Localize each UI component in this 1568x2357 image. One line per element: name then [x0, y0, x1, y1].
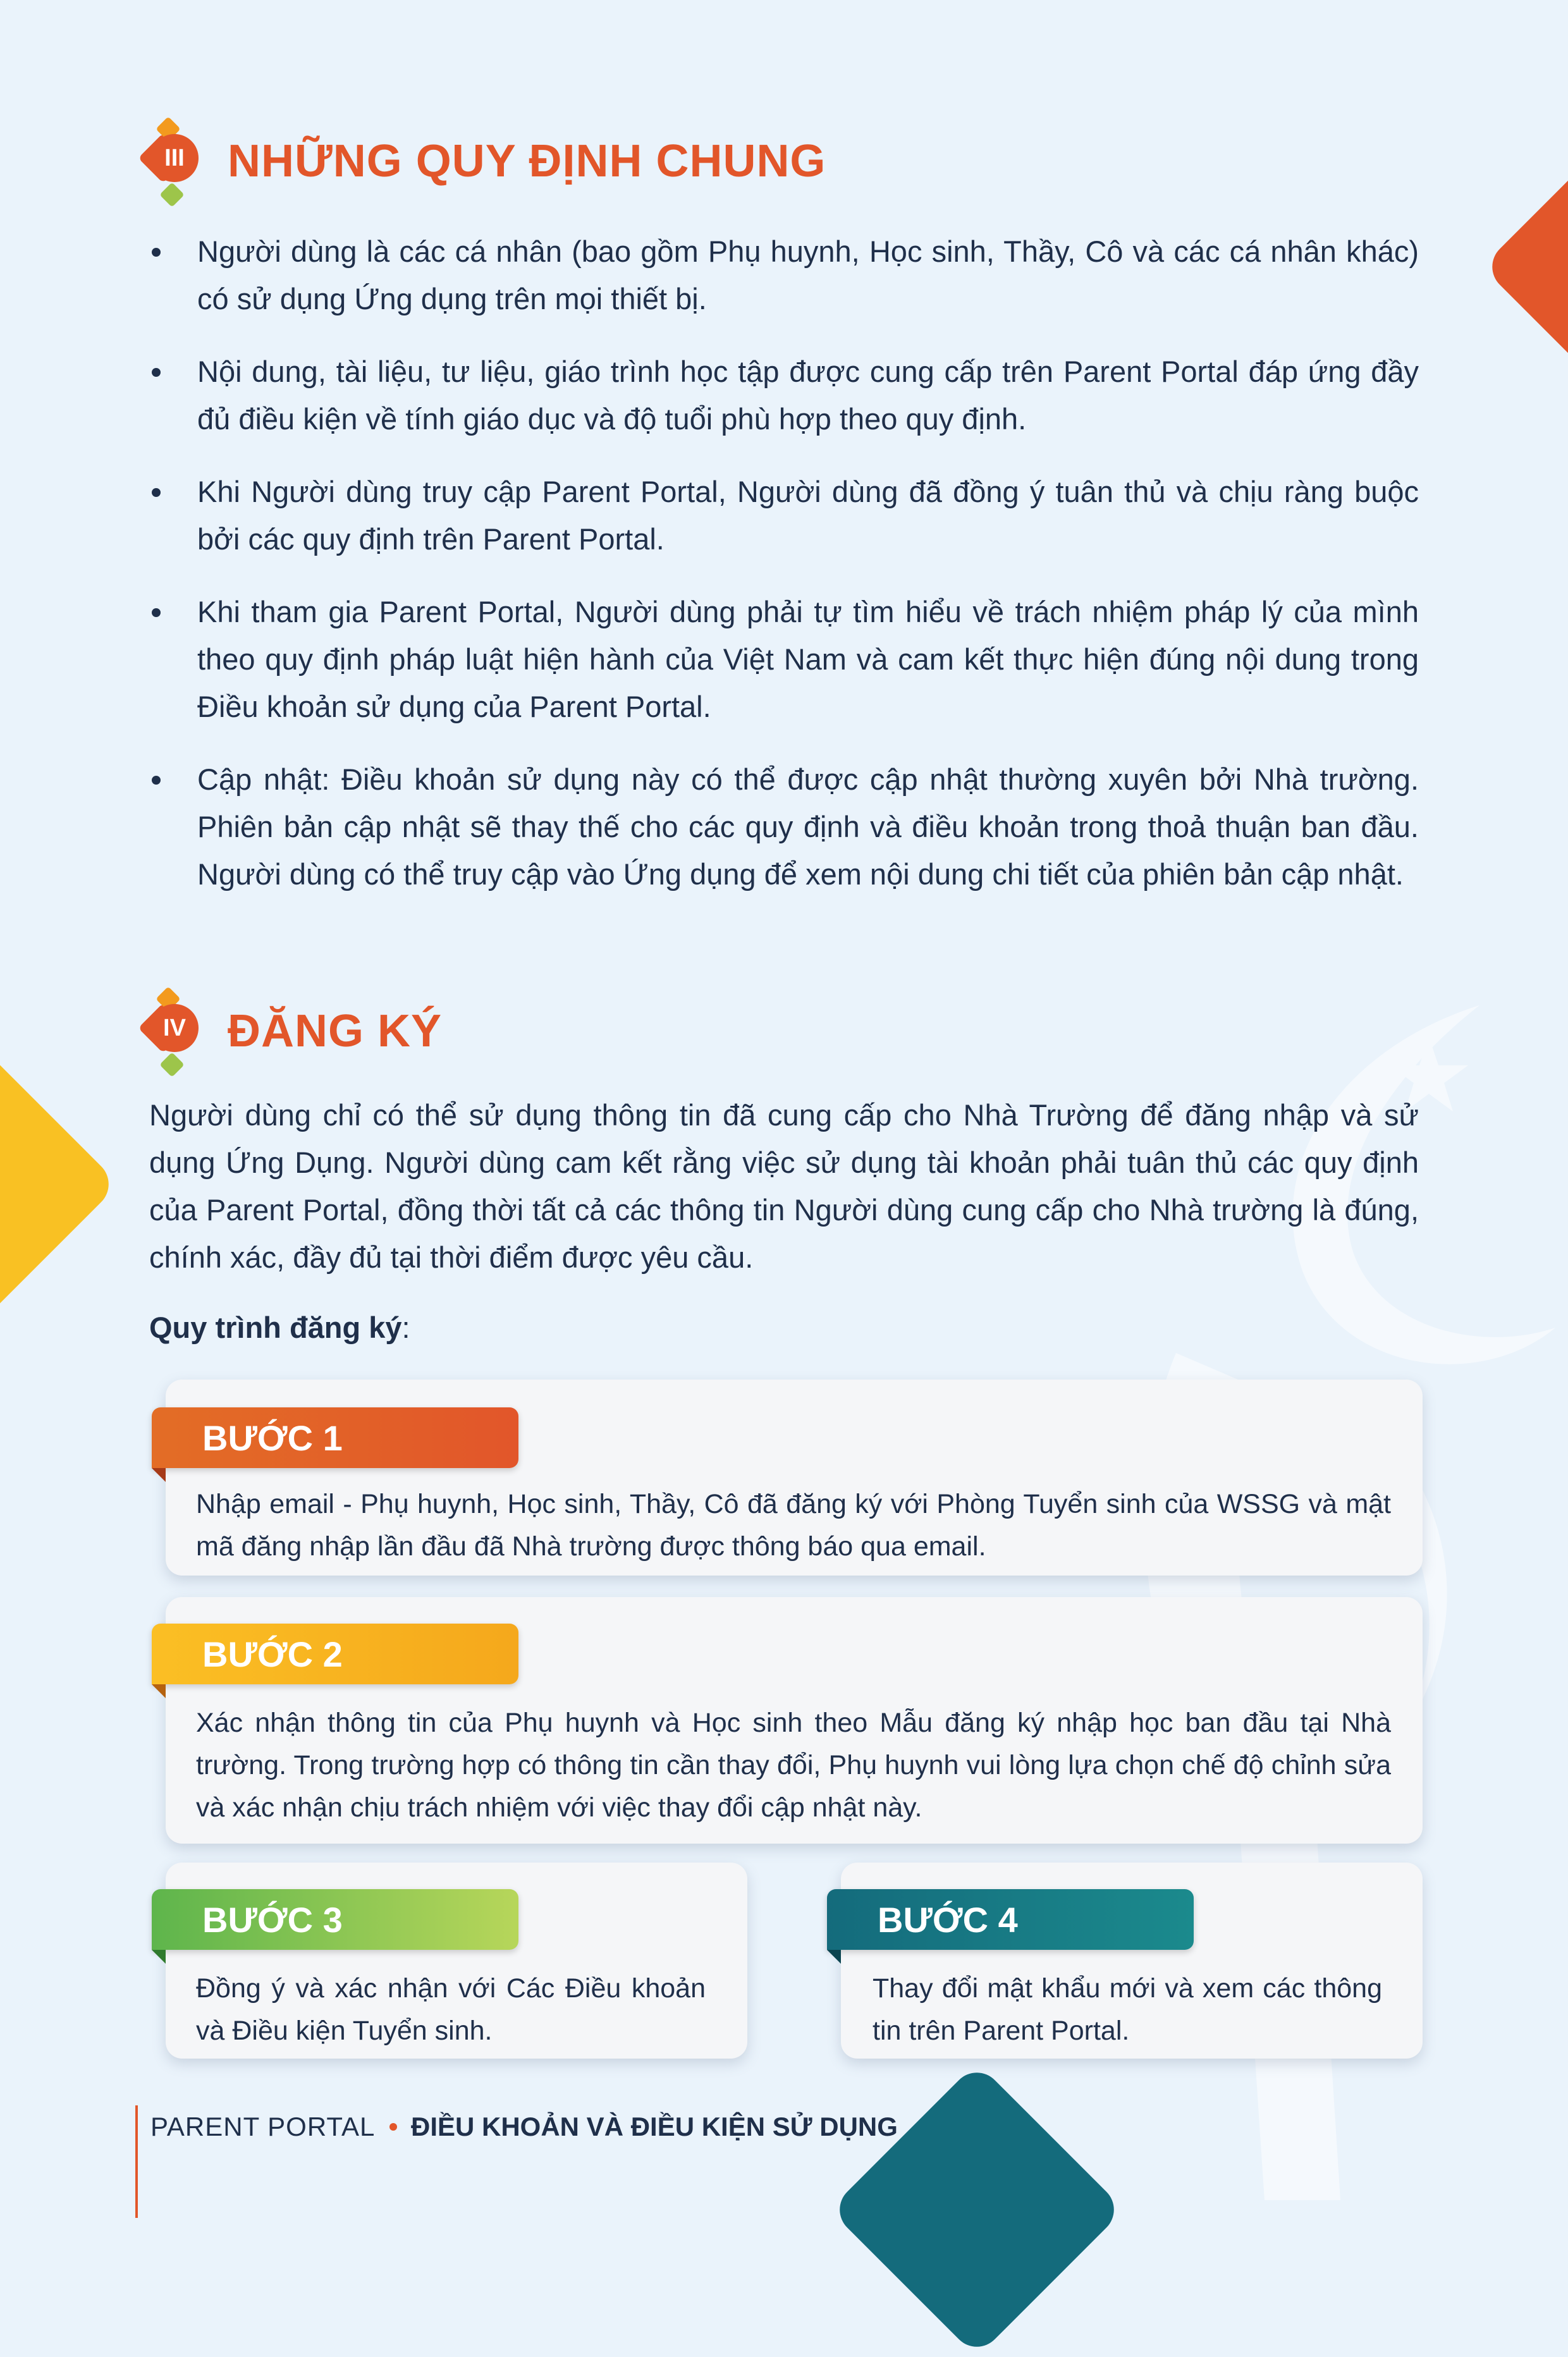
process-label [149, 1310, 410, 1345]
step-label-4: BƯỚC 4 [827, 1889, 1194, 1950]
general-rules-list [152, 228, 1419, 923]
footer-accent-bar [135, 2105, 138, 2218]
section-title: NHỮNG QUY ĐỊNH CHUNG [228, 136, 826, 187]
step-text-1: Nhập email - Phụ huynh, Học sinh, Thầy, Cô đã đăng ký với Phòng Tuyển sinh của WSSG và mật mã đăng nhập lần đầu đã Nhà trường được thông báo qua email. [196, 1489, 1391, 1562]
section-badge-icon [145, 120, 209, 202]
section-title: ĐĂNG KÝ [228, 1006, 443, 1056]
registration-intro: Người dùng chỉ có thể sử dụng thông tin đã cung cấp cho Nhà Trường để đăng nhập và sử dụng Ứng Dụng. Người dùng cam kết rằng việc sử dụng tài khoản phải tuân thủ các quy định của Parent Portal, đồng thời tất cả các thông tin Người dùng cung cấp cho Nhà trường là đúng, chính xác, đầy đủ tại thời điểm được yêu cầu. [149, 1098, 1419, 1274]
section-3-header [145, 120, 826, 202]
step-text-2: Xác nhận thông tin của Phụ huynh và Học sinh theo Mẫu đăng ký nhập học ban đầu tại Nhà trường. Trong trường hợp có thông tin cần thay đổi, Phụ huynh vui lòng lựa chọn chế độ chỉnh sửa và xác nhận chịu trách nhiệm với việc thay đổi cập nhật này. [196, 1708, 1391, 1823]
list-item: Người dùng là các cá nhân (bao gồm Phụ huynh, Học sinh, Thầy, Cô và các cá nhân khác) có sử dụng Ứng dụng trên mọi thiết bị. [152, 228, 1419, 322]
section-badge-icon [145, 990, 209, 1072]
section-4-header [145, 990, 442, 1072]
list-item: Nội dung, tài liệu, tư liệu, giáo trình học tập được cung cấp trên Parent Portal đáp ứng đầy đủ điều kiện về tính giáo dục và độ tuổi phù hợp theo quy định. [152, 348, 1419, 443]
list-item: Khi Người dùng truy cập Parent Portal, Người dùng đã đồng ý tuân thủ và chịu ràng buộc bởi các quy định trên Parent Portal. [152, 468, 1419, 563]
footer-brand: PARENT PORTAL [150, 2112, 376, 2141]
step-text-4: Thay đổi mật khẩu mới và xem các thông tin trên Parent Portal. [873, 1973, 1382, 2046]
footer-document-title: ĐIỀU KHOẢN VÀ ĐIỀU KIỆN SỬ DỤNG [411, 2112, 898, 2141]
list-item: Khi tham gia Parent Portal, Người dùng phải tự tìm hiểu về trách nhiệm pháp lý của mình theo quy định pháp luật hiện hành của Việt Nam và cam kết thực hiện đúng nội dung trong Điều khoản sử dụng của Parent Portal. [152, 588, 1419, 730]
section-number: III [150, 134, 199, 182]
footer-separator-dot-icon [389, 2123, 397, 2131]
section-number: IV [150, 1004, 199, 1052]
process-label-colon: : [401, 1311, 410, 1344]
step-text-3: Đồng ý và xác nhận với Các Điều khoản và Điều kiện Tuyển sinh. [196, 1973, 706, 2046]
list-item: Cập nhật: Điều khoản sử dụng này có thể được cập nhật thường xuyên bởi Nhà trường. Phiên bản cập nhật sẽ thay thế cho các quy định và điều khoản trong thoả thuận ban đầu. Người dùng có thể truy cập vào Ứng dụng để xem nội dung chi tiết của phiên bản cập nhật. [152, 756, 1419, 898]
step-label-3: BƯỚC 3 [152, 1889, 518, 1950]
step-label-2: BƯỚC 2 [152, 1624, 518, 1684]
process-label-text: Quy trình đăng ký [149, 1311, 402, 1344]
step-label-1: BƯỚC 1 [152, 1407, 518, 1468]
